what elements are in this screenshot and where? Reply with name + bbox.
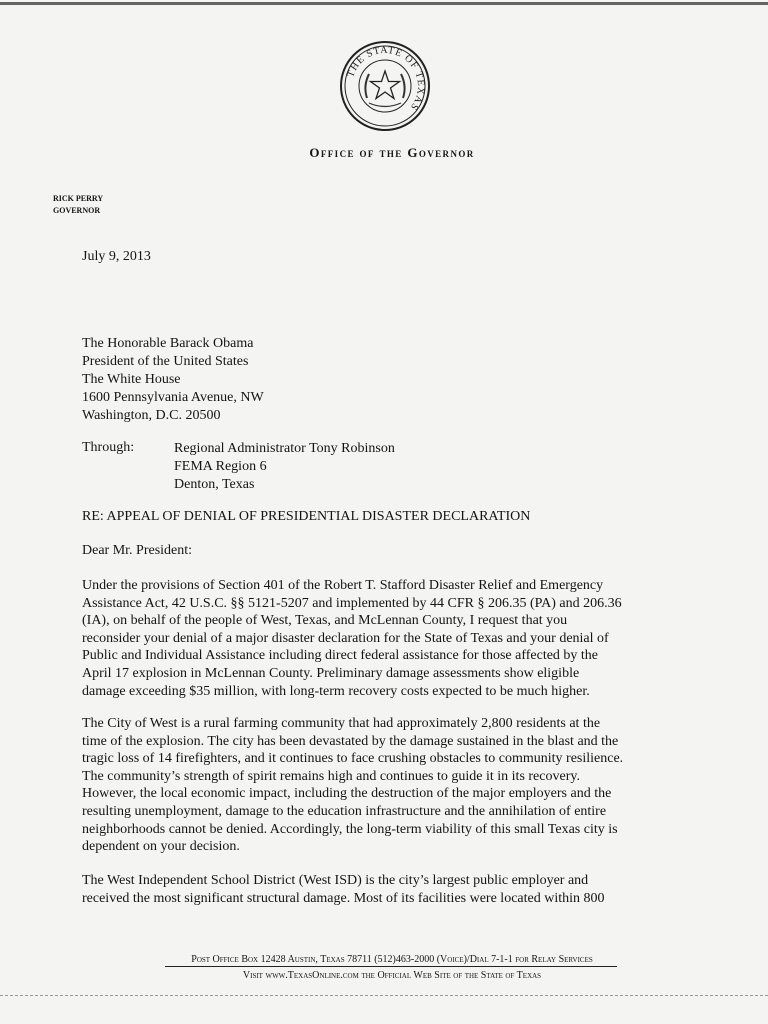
footer-website: Visit www.TexasOnline.com the Official Web Site of the State of Texas (242, 970, 542, 981)
signer-title: GOVERNOR (53, 206, 101, 215)
paragraph-line: Assistance Act, 42 U.S.C. §§ 5121-5207 and implemented by 44 CFR § 206.35 (PA) and 206.36 (82, 595, 622, 611)
address-line: 1600 Pennsylvania Avenue, NW (82, 390, 264, 405)
subject-line: RE: APPEAL OF DENIAL OF PRESIDENTIAL DISASTER DECLARATION (82, 509, 531, 524)
bottom-rule (0, 995, 768, 997)
letter-date: July 9, 2013 (82, 249, 151, 264)
through-label: Through: (82, 440, 135, 455)
body-paragraph-3 (82, 872, 698, 907)
paragraph-line: tragic loss of 14 firefighters, and it continues to face crushing obstacles to community resilience. (82, 751, 624, 767)
svg-text:THE STATE OF TEXAS: THE STATE OF TEXAS (345, 44, 427, 113)
paragraph-line: resulting unemployment, damage to the education infrastructure and the annihilation of entire (82, 803, 607, 819)
state-seal (339, 40, 431, 132)
paragraph-line: neighborhoods cannot be denied. Accordingly, the long-term viability of this small Texas city is (82, 821, 618, 837)
paragraph-line: time of the explosion. The city has been devastated by the damage sustained in the blast and the (82, 733, 619, 749)
address-line: Washington, D.C. 20500 (82, 408, 221, 423)
paragraph-line: The West Independent School District (West ISD) is the city’s largest public employer and (82, 873, 589, 888)
top-rule (0, 2, 768, 5)
signer-name: RICK PERRY (53, 194, 104, 203)
body-paragraph-2 (82, 715, 698, 856)
salutation: Dear Mr. President: (82, 543, 193, 558)
paragraph-line: The community’s strength of spirit remains high and continues to guide it in its recovery. (82, 768, 580, 784)
paragraph-line: The City of West is a rural farming community that had approximately 2,800 residents at the (82, 716, 601, 731)
paragraph-line: reconsider your denial of a major disaster declaration for the State of Texas and your denial of (82, 630, 609, 646)
paragraph-line: dependent on your decision. (82, 839, 240, 855)
paragraph-line: Under the provisions of Section 401 of the Robert T. Stafford Disaster Relief and Emergency (82, 578, 604, 593)
through-block (174, 440, 395, 494)
through-line: Regional Administrator Tony Robinson (174, 441, 395, 456)
paragraph-line: damage exceeding $35 million, with long-term recovery costs expected to be much higher. (82, 683, 590, 699)
address-line: The Honorable Barack Obama (82, 336, 254, 351)
address-line: President of the United States (82, 354, 249, 369)
paragraph-line: received the most significant structural damage. Most of its facilities were located within 800 (82, 890, 605, 906)
footer-rule (165, 966, 617, 967)
paragraph-line: April 17 explosion in McLennan County. Preliminary damage assessments show eligible (82, 665, 580, 681)
address-line: The White House (82, 372, 181, 387)
footer-address: Post Office Box 12428 Austin, Texas 78711 (512)463-2000 (Voice)/Dial 7-1-1 for Relay Services (191, 954, 593, 965)
through-line: FEMA Region 6 (174, 459, 267, 474)
paragraph-line: However, the local economic impact, including the destruction of the major employers and the (82, 786, 612, 802)
recipient-address (82, 335, 264, 425)
paragraph-line: Public and Individual Assistance including direct federal assistance for those affected by the (82, 648, 599, 664)
through-line: Denton, Texas (174, 477, 255, 492)
body-paragraph-1 (82, 577, 698, 700)
letterhead-office: Office of the Governor (309, 145, 475, 160)
signer-block (53, 193, 103, 217)
paragraph-line: (IA), on behalf of the people of West, Texas, and McLennan County, I request that you (82, 613, 568, 629)
